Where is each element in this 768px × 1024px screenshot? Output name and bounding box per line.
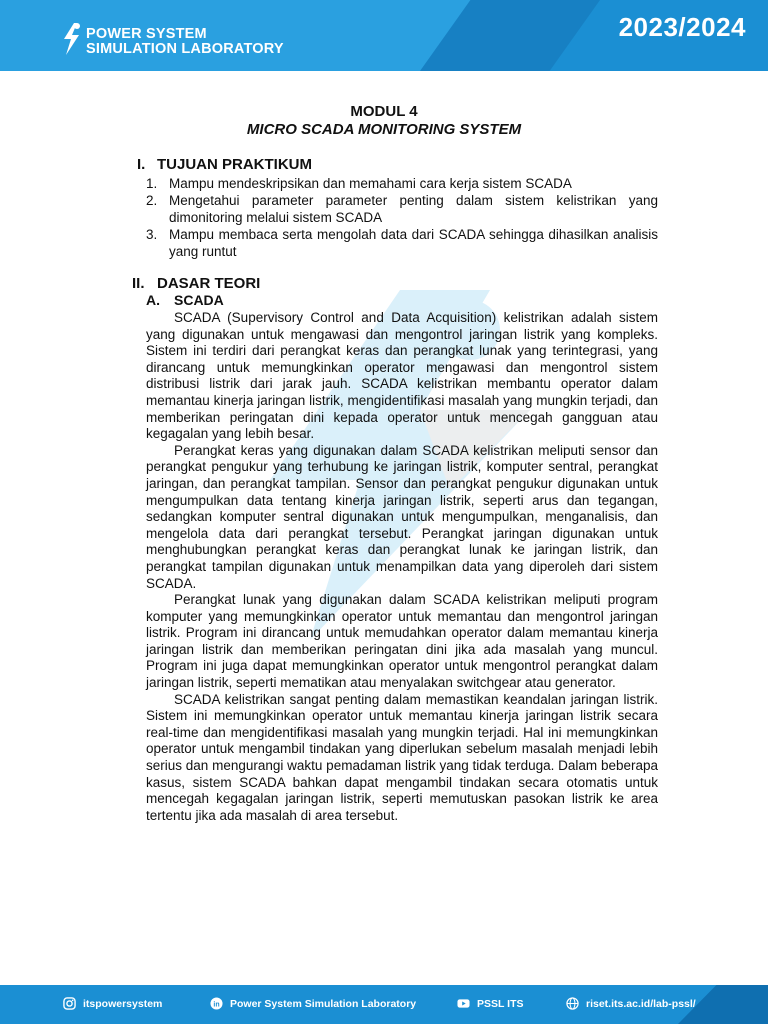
logo-line1: POWER SYSTEM <box>86 26 207 42</box>
section-heading-tujuan <box>137 156 312 173</box>
list-item <box>146 175 658 192</box>
body-text <box>146 310 658 824</box>
list-item <box>146 226 658 260</box>
objectives-list <box>146 175 658 260</box>
footer-instagram[interactable] <box>63 997 162 1010</box>
list-item-number: 3. <box>146 227 158 242</box>
paragraph: SCADA (Supervisory Control and Data Acquisition) kelistrikan adalah sistem yang digunakan untuk mengawasi dan mengontrol jaringan listrik yang kompleks. Sistem ini terdiri dari perangkat keras dan perangkat lunak yang terintegrasi, yang dirancang untuk memungkinkan operator mengawasi dan mengontrol sistem distribusi listrik dari jarak jauh. SCADA kelistrikan membantu operator dalam memantau kinerja jaringan listrik, mengidentifikasi masalah yang mungkin terjadi, dan memberikan peringatan dini kepada operator untuk mencegah gangguan atau kegagalan yang lebih besar. <box>146 310 658 442</box>
paragraph: Perangkat keras yang digunakan dalam SCADA kelistrikan meliputi sensor dan perangkat pengukur yang terhubung ke jaringan listrik, komputer sentral, perangkat jaringan, dan perangkat tampilan. Sensor dan perangkat pengukur digunakan untuk mengumpulkan data tentang kinerja jaringan listrik, seperti arus dan tegangan, sedangkan komputer sentral digunakan untuk mengumpulkan, menganalisis, dan mengelola data dari perangkat tersebut. Perangkat jaringan digunakan untuk menghubungkan perangkat keras dan perangkat lunak ke jaringan listrik, dan perangkat tampilan digunakan untuk menampilkan data yang diperoleh dari sistem SCADA. <box>146 442 658 591</box>
instagram-handle: itspowersystem <box>83 997 163 1010</box>
footer-website[interactable] <box>566 997 696 1010</box>
youtube-channel: PSSL ITS <box>477 997 524 1010</box>
module-number: MODUL 4 <box>350 103 418 120</box>
website-url: riset.its.ac.id/lab-pssl/ <box>586 997 696 1010</box>
logo-line2: SIMULATION LABORATORY <box>86 41 284 57</box>
globe-icon <box>566 997 579 1010</box>
list-item-number: 1. <box>146 176 158 191</box>
footer-youtube[interactable] <box>457 997 524 1010</box>
section-heading-dasar-teori <box>132 275 260 292</box>
section-title: DASAR TEORI <box>157 275 261 292</box>
page-header <box>0 0 768 71</box>
list-item-number: 2. <box>146 193 158 208</box>
subsection-heading-scada <box>146 292 224 308</box>
module-title: MICRO SCADA MONITORING SYSTEM <box>246 121 522 138</box>
paragraph: Perangkat lunak yang digunakan dalam SCADA kelistrikan meliputi program komputer yang memungkinkan operator untuk memantau dan mengontrol jaringan listrik. Program ini dirancang untuk memudahkan operator dalam memantau kinerja jaringan listrik dan memberikan peringatan dini jika ada masalah yang muncul. Program ini juga dapat memungkinkan operator untuk mengontrol perangkat dalam jaringan listrik, seperti mematikan atau menyalakan switchgear atau generator. <box>146 592 658 691</box>
academic-year: 2023/2024 <box>618 12 746 42</box>
list-item-text: Mengetahui parameter parameter penting dalam sistem kelistrikan yang dimonitoring melalui sistem SCADA <box>169 193 658 225</box>
list-item-text: Mampu membaca serta mengolah data dari SCADA sehingga dihasilkan analisis yang runtut <box>169 227 658 259</box>
section-number: II. <box>132 275 145 292</box>
lab-logo-icon <box>60 22 82 56</box>
youtube-icon <box>457 997 470 1010</box>
list-item <box>146 192 658 226</box>
page-footer <box>0 985 768 1024</box>
section-title: TUJUAN PRAKTIKUM <box>157 156 312 173</box>
subsection-title: SCADA <box>174 292 224 308</box>
instagram-icon <box>63 997 76 1010</box>
paragraph: SCADA kelistrikan sangat penting dalam memastikan keandalan jaringan listrik. Sistem ini memungkinkan operator untuk memantau kinerja jaringan listrik secara real-time dan mengidentifikasi masalah yang mungkin terjadi. Hal ini memungkinkan operator untuk mengambil tindakan yang diperlukan sebelum masalah menjadi lebih serius dan mengurangi waktu pemadaman listrik yang tidak terduga. Dalam beberapa kasus, sistem SCADA bahkan dapat mengambil tindakan secara otomatis untuk mencegah kegagalan jaringan listrik, seperti memutuskan pasokan listrik ke area tertentu jika ada masalah di area tersebut. <box>146 691 658 823</box>
svg-text:in: in <box>213 1001 220 1009</box>
linkedin-icon <box>210 997 223 1010</box>
subsection-number: A. <box>146 292 160 308</box>
linkedin-name: Power System Simulation Laboratory <box>230 997 417 1010</box>
list-item-text: Mampu mendeskripsikan dan memahami cara kerja sistem SCADA <box>169 176 572 191</box>
footer-linkedin[interactable] <box>210 997 416 1010</box>
lab-logo-text <box>86 27 284 57</box>
section-number: I. <box>137 156 146 173</box>
